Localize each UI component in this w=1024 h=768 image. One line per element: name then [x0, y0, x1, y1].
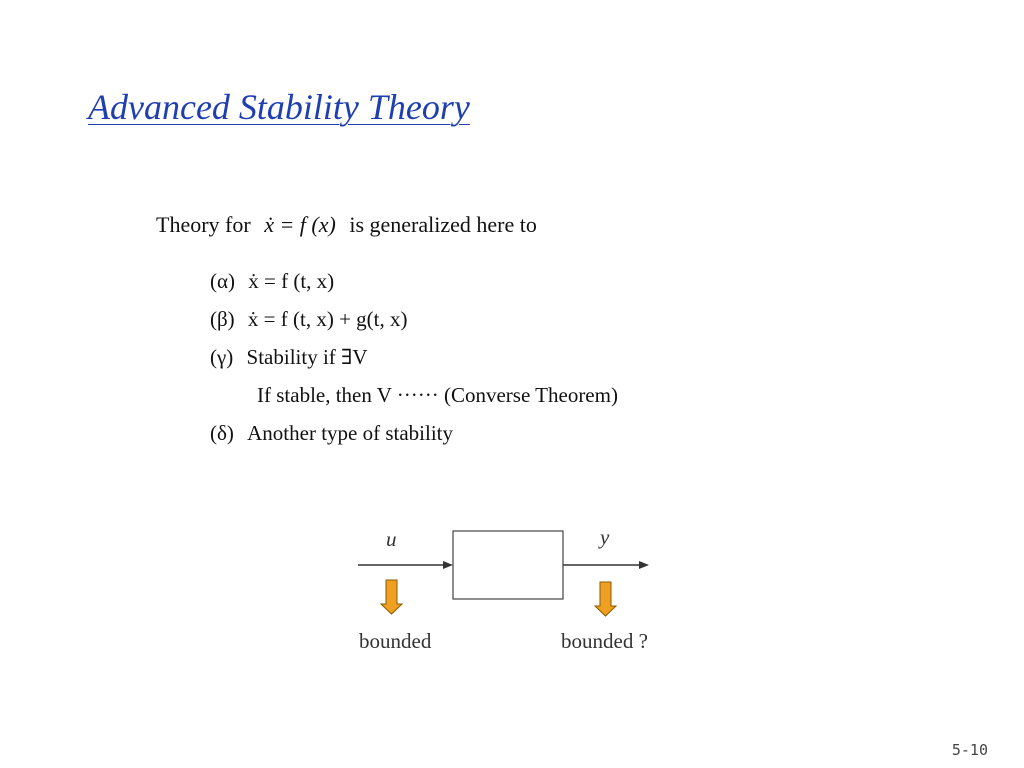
- item-marker: (δ): [210, 421, 234, 445]
- page-number: 5-10: [951, 741, 988, 759]
- input-arrowhead: [443, 561, 453, 569]
- intro-prefix: Theory for: [156, 212, 251, 237]
- output-bounded-caption: bounded ?: [561, 629, 648, 653]
- item-text: If stable, then V ······ (Converse Theorem): [257, 383, 618, 407]
- item-marker: (γ): [210, 345, 234, 369]
- item-marker: (α): [210, 269, 235, 293]
- input-bounded-caption: bounded: [359, 629, 432, 653]
- output-bounded-arrow-icon: [595, 582, 616, 616]
- slide-title: Advanced Stability Theory: [88, 87, 470, 127]
- intro-suffix: is generalized here to: [349, 212, 537, 237]
- intro-equation: ẋ = f (x): [264, 212, 336, 237]
- system-block: [453, 531, 563, 599]
- item-text: ẋ = f (t, x) + g(t, x): [247, 307, 408, 331]
- item-text: Stability if ∃V: [246, 345, 368, 369]
- input-bounded-arrow-icon: [381, 580, 402, 614]
- item-text: ẋ = f (t, x): [248, 269, 335, 293]
- output-arrowhead: [639, 561, 649, 569]
- input-signal-label: u: [386, 527, 397, 551]
- item-marker: (β): [210, 307, 235, 331]
- output-signal-label: y: [600, 525, 610, 549]
- item-text: Another type of stability: [247, 421, 454, 445]
